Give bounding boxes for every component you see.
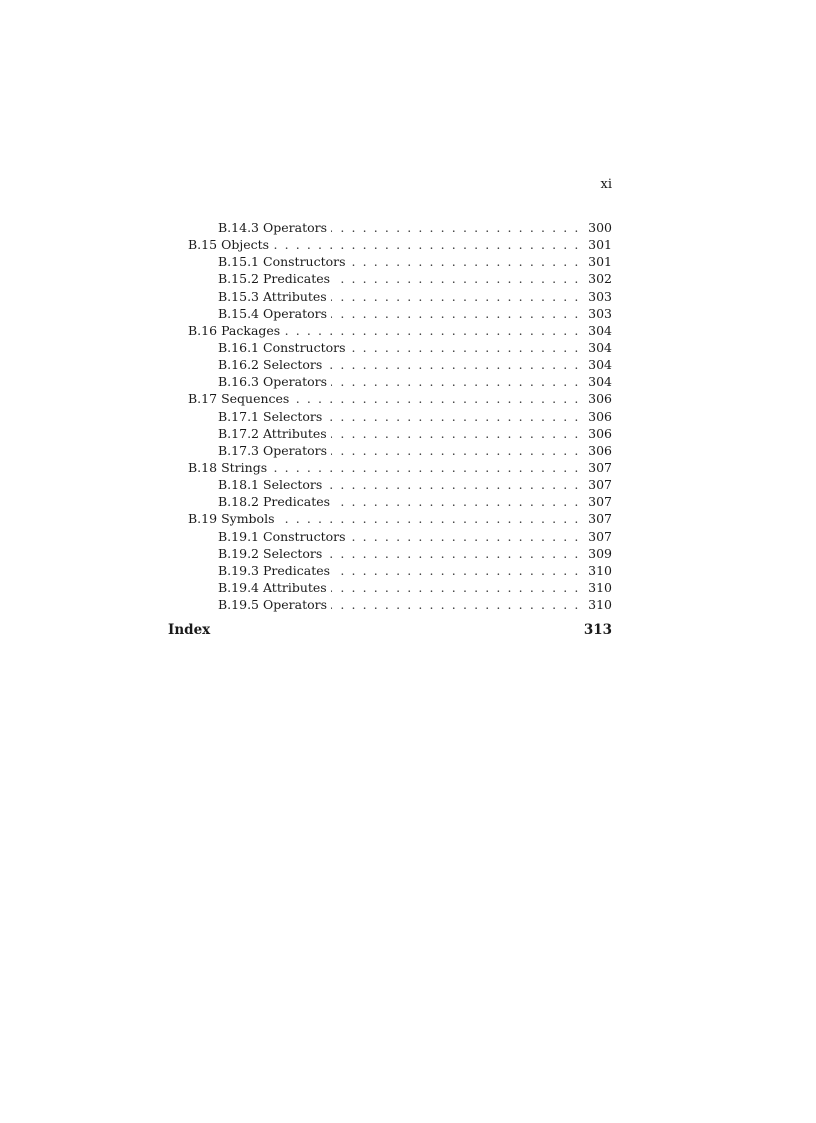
toc-entry-title: Operators xyxy=(263,597,328,613)
toc-entry-number: B.19.3 xyxy=(218,562,259,578)
toc-entry-number: B.19.2 xyxy=(218,545,259,561)
toc-chapter-page: 313 xyxy=(583,622,612,639)
toc-entry-title: Objects xyxy=(221,237,270,253)
toc-entry-page: 310 xyxy=(588,579,612,595)
toc-entry-title: Constructors xyxy=(263,528,346,544)
toc-entry-title: Attributes xyxy=(263,579,327,595)
dot-leader xyxy=(293,390,580,407)
toc-entry-number: B.16 xyxy=(188,322,218,338)
toc-entry-number: B.16.1 xyxy=(218,339,259,355)
toc-entry-number: B.18.2 xyxy=(218,494,259,510)
toc-entry[interactable] xyxy=(168,373,612,390)
toc-entry-page: 304 xyxy=(588,357,612,373)
toc-entries xyxy=(168,219,612,613)
toc-entry[interactable] xyxy=(168,562,612,579)
toc-entry[interactable] xyxy=(168,476,612,493)
toc-entry[interactable] xyxy=(168,425,612,442)
dot-leader xyxy=(331,305,580,322)
toc-entry[interactable] xyxy=(168,339,612,356)
toc-entry-title: Predicates xyxy=(263,562,331,578)
dot-leader xyxy=(331,219,580,236)
toc-entry-number: B.18 xyxy=(188,459,218,475)
dot-leader xyxy=(331,425,580,442)
toc-entry-page: 307 xyxy=(588,511,612,527)
dot-leader xyxy=(326,356,580,373)
toc-entry[interactable] xyxy=(168,390,612,407)
toc-entry-number: B.17.2 xyxy=(218,425,259,441)
page-number: xi xyxy=(600,177,612,192)
toc-entry[interactable] xyxy=(168,236,612,253)
dot-leader xyxy=(273,236,580,253)
toc-entry-title: Attributes xyxy=(263,425,327,441)
toc-entry-page: 303 xyxy=(588,305,612,321)
toc-entry-page: 302 xyxy=(588,271,612,287)
toc-entry-title: Symbols xyxy=(221,511,275,527)
toc-entry-number: B.15.4 xyxy=(218,305,259,321)
toc-entry-number: B.16.2 xyxy=(218,357,259,373)
dot-leader xyxy=(350,253,580,270)
toc-entry-page: 301 xyxy=(588,237,612,253)
toc-entry-title: Constructors xyxy=(263,339,346,355)
toc-entry-number: B.19 xyxy=(188,511,218,527)
dot-leader xyxy=(271,459,580,476)
toc-entry-number: B.15 xyxy=(188,237,218,253)
toc-entry-page: 304 xyxy=(588,339,612,355)
toc-entry-number: B.15.1 xyxy=(218,254,259,270)
toc-entry[interactable] xyxy=(168,253,612,270)
toc-entry-page: 306 xyxy=(588,442,612,458)
toc-entry-page: 304 xyxy=(588,374,612,390)
toc-entry-number: B.17 xyxy=(188,391,218,407)
toc-entry-number: B.15.2 xyxy=(218,271,259,287)
toc-entry-page: 307 xyxy=(588,459,612,475)
toc-entry-title: Selectors xyxy=(263,357,323,373)
toc-entry[interactable] xyxy=(168,596,612,613)
dot-leader xyxy=(331,442,580,459)
toc-entry[interactable] xyxy=(168,545,612,562)
toc-entry[interactable] xyxy=(168,493,612,510)
toc-entry-page: 310 xyxy=(588,562,612,578)
dot-leader xyxy=(334,270,580,287)
dot-leader xyxy=(331,596,580,613)
toc-entry-page: 309 xyxy=(588,545,612,561)
dot-leader xyxy=(350,528,580,545)
dot-leader xyxy=(334,493,580,510)
toc-entry-page: 306 xyxy=(588,391,612,407)
dot-leader xyxy=(279,510,581,527)
toc-entry-number: B.19.1 xyxy=(218,528,259,544)
dot-leader xyxy=(326,476,580,493)
dot-leader xyxy=(334,562,580,579)
toc-entry-title: Selectors xyxy=(263,477,323,493)
toc-entry-title: Strings xyxy=(221,459,268,475)
toc-entry[interactable] xyxy=(168,442,612,459)
toc-entry[interactable] xyxy=(168,579,612,596)
toc-entry-page: 306 xyxy=(588,408,612,424)
toc-entry-number: B.19.5 xyxy=(218,597,259,613)
toc-entry-title: Operators xyxy=(263,374,328,390)
toc-entry-title: Predicates xyxy=(263,271,331,287)
dot-leader xyxy=(331,373,580,390)
toc-entry-page: 307 xyxy=(588,494,612,510)
toc-entry-number: B.18.1 xyxy=(218,477,259,493)
toc-entry-page: 301 xyxy=(588,254,612,270)
toc-entry[interactable] xyxy=(168,288,612,305)
toc-entry-page: 307 xyxy=(588,528,612,544)
toc-chapter-index[interactable] xyxy=(168,621,612,639)
dot-leader xyxy=(350,339,580,356)
toc-entry[interactable] xyxy=(168,510,612,527)
toc-entry[interactable] xyxy=(168,270,612,287)
toc-entry-number: B.14.3 xyxy=(218,220,259,235)
toc-entry-page: 300 xyxy=(588,220,612,235)
toc-entry-title: Constructors xyxy=(263,254,346,270)
toc-entry[interactable] xyxy=(168,408,612,425)
toc-entry-title: Operators xyxy=(263,220,328,235)
toc-entry[interactable] xyxy=(168,459,612,476)
toc-entry-title: Sequences xyxy=(221,391,290,407)
toc-entry-page: 310 xyxy=(588,597,612,613)
toc-entry-number: B.15.3 xyxy=(218,288,259,304)
toc-entry-page: 303 xyxy=(588,288,612,304)
toc-entry-title: Selectors xyxy=(263,545,323,561)
toc-entry-title: Operators xyxy=(263,442,328,458)
toc-entry-number: B.19.4 xyxy=(218,579,259,595)
toc-entry-page: 306 xyxy=(588,425,612,441)
toc-entry-title: Packages xyxy=(221,322,281,338)
toc-entry-title: Attributes xyxy=(263,288,327,304)
toc-chapter-title: Index xyxy=(168,622,211,639)
toc-entry[interactable] xyxy=(168,305,612,322)
dot-leader xyxy=(284,322,580,339)
toc-entry-number: B.16.3 xyxy=(218,374,259,390)
dot-leader xyxy=(331,288,580,305)
dot-leader xyxy=(326,408,580,425)
toc-entry-title: Predicates xyxy=(263,494,331,510)
toc-entry[interactable] xyxy=(168,356,612,373)
dot-leader xyxy=(326,545,580,562)
toc-entry[interactable] xyxy=(168,528,612,545)
table-of-contents xyxy=(168,219,612,639)
toc-entry-title: Selectors xyxy=(263,408,323,424)
toc-entry[interactable] xyxy=(168,219,612,236)
toc-entry-number: B.17.3 xyxy=(218,442,259,458)
toc-entry-page: 304 xyxy=(588,322,612,338)
toc-entry-number: B.17.1 xyxy=(218,408,259,424)
dot-leader xyxy=(331,579,580,596)
toc-entry[interactable] xyxy=(168,322,612,339)
toc-entry-page: 307 xyxy=(588,477,612,493)
toc-entry-title: Operators xyxy=(263,305,328,321)
